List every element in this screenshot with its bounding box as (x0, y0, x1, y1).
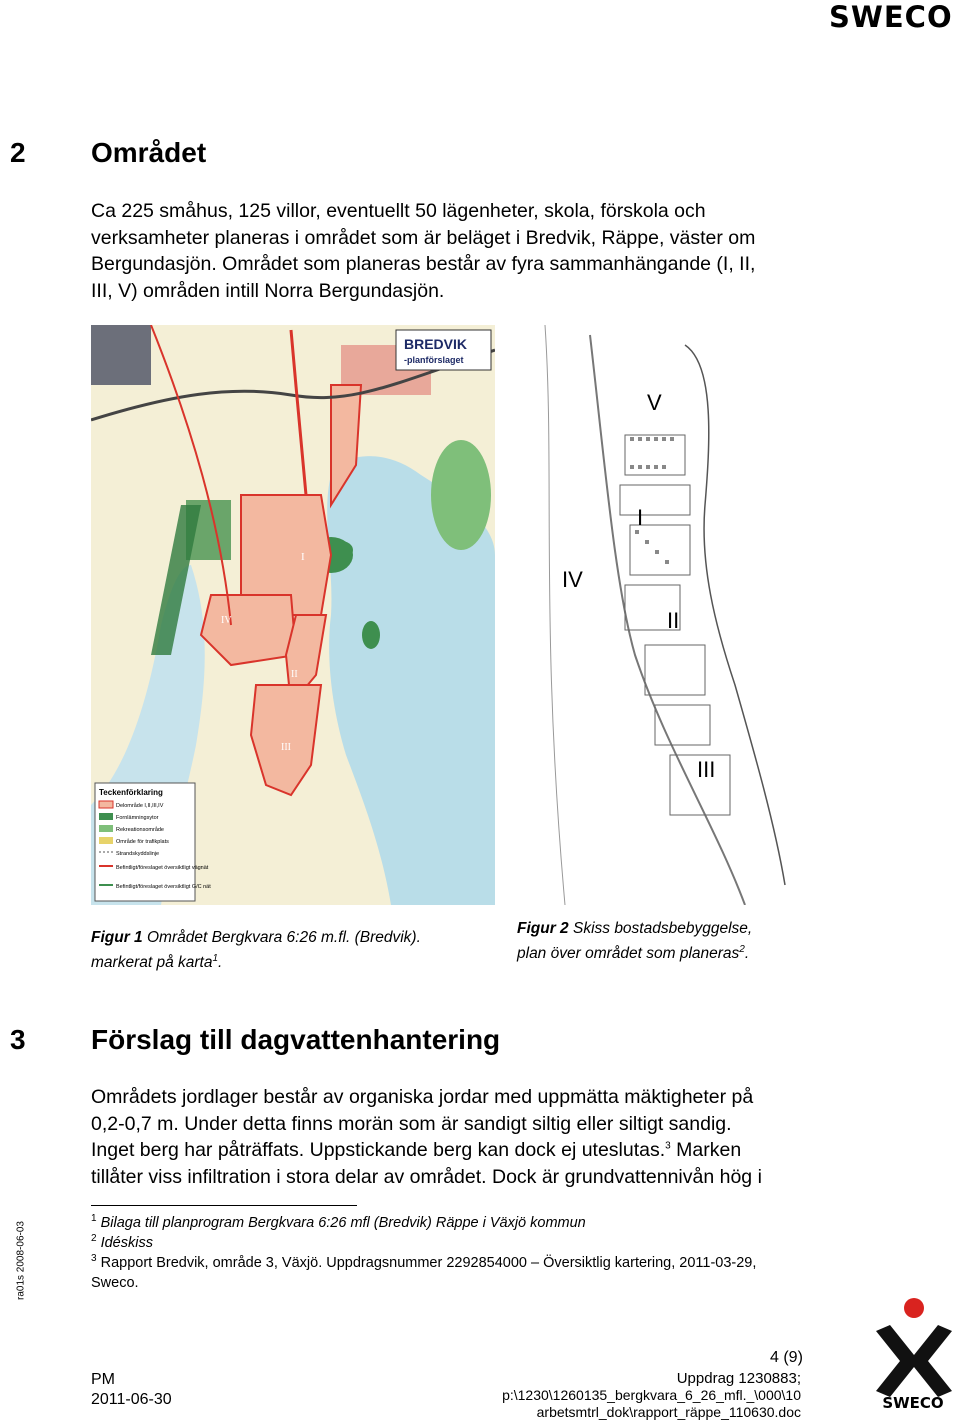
area-label-V: V (647, 390, 662, 415)
template-stamp: ra01s 2008-06-03 (15, 1221, 27, 1300)
figure-2-text: Skiss bostadsbebyggelse, (568, 920, 753, 937)
area-label-III: III (697, 757, 716, 782)
legend-item: Befintligt/föreslaget översiktligt G/C nät (116, 884, 211, 890)
footnote-3-continuation: Sweco. (91, 1275, 139, 1291)
legend-item: Strandskyddslinje (116, 851, 160, 857)
section-title: Området (91, 137, 207, 168)
section-number: 2 (10, 137, 26, 168)
footer-initials: PM (91, 1371, 115, 1388)
assignment-number: Uppdrag 1230883; (676, 1370, 801, 1387)
section-number: 3 (10, 1024, 26, 1055)
paragraph-line: Bergundasjön. Området som planeras består av fyra sammanhängande (I, II, (91, 253, 756, 275)
figure-1-text-line2: markerat på karta (91, 954, 213, 971)
area-label-IV: IV (562, 567, 583, 592)
sweco-logo (868, 1295, 958, 1410)
legend-item: Befintligt/föreslaget översiktligt vägnät (116, 865, 209, 871)
logo-x-mark (876, 1325, 952, 1397)
footnote-3: $^3$ Rapport Bredvik, område 3, Växjö. Uppdragsnummer 2292854000 – Översiktlig kartering, 2011-03-29, (91, 1253, 757, 1271)
figure-2-text-line2: plan över området som planeras (517, 945, 740, 962)
figure-1-text: Området Bergkvara 6:26 m.fl. (Bredvik). (142, 929, 421, 946)
zone-label: I (301, 551, 305, 563)
map-banner-subtitle: -planförslaget (404, 355, 464, 365)
zone-label: III (281, 742, 291, 753)
legend-title: Teckenförklaring (99, 788, 163, 797)
section-title: Förslag till dagvattenhantering (91, 1024, 501, 1055)
footnote-ref[interactable]: 3 (665, 1140, 671, 1152)
footer-date: 2011-06-30 (91, 1391, 172, 1408)
legend-item: Delområde I,II,III,IV (116, 803, 164, 809)
legend-swatch (99, 837, 113, 844)
section-paragraph (91, 198, 851, 304)
figure-1-caption: Figur 1 Området Bergkvara 6:26 m.fl. (Bredvik). markerat på karta$^1$. (91, 929, 421, 971)
plan-map-figure (91, 325, 495, 905)
sketch-plan-figure (535, 325, 800, 905)
area-label-II: II (667, 608, 680, 633)
legend-swatch (99, 825, 113, 832)
logo-dot (904, 1298, 924, 1318)
figure-1-label: Figur 1 (91, 929, 143, 946)
island (362, 621, 380, 649)
map-banner-title: BREDVIK (404, 336, 468, 352)
legend-item: Område för trafikplats (116, 839, 169, 845)
paragraph-line: III, V) områden intill Norra Bergundasjön. (91, 279, 445, 302)
page-number: 4 (9) (770, 1349, 803, 1366)
area-label-I: I (637, 505, 644, 530)
legend-swatch (99, 801, 113, 808)
footnote-ref[interactable]: 1 (212, 952, 219, 964)
legend-item: Rekreationsområde (116, 827, 164, 833)
logo-wordmark: SWECO (882, 1394, 944, 1410)
zone-label: IV (221, 615, 232, 626)
legend-swatch (99, 813, 113, 820)
figure-2-label: Figur 2 (517, 920, 569, 937)
figure-2-caption: Figur 2 Skiss bostadsbebyggelse, plan över området som planeras$^2$. (517, 920, 753, 962)
footnote-2: $^2$ Idéskiss (91, 1233, 153, 1251)
file-path-line2: arbetsmtrl_dok\rapport_räppe_110630.doc (536, 1404, 801, 1420)
forest-patch (329, 541, 353, 559)
paragraph-line: Områdets jordlager består av organiska jordar med uppmätta mäktigheter på (91, 1086, 754, 1108)
paragraph-line: Inget berg har påträffats. Uppstickande berg kan dock ej uteslutas.$^3$ Marken (91, 1139, 742, 1161)
file-path-line1: p:\1230\1260135_bergkvara_6_26_mfl._\000\10 (502, 1387, 801, 1403)
sweco-logo-text: SWECO (829, 0, 953, 34)
legend-item: Fornlämningsytor (116, 815, 159, 821)
paragraph-line: Ca 225 småhus, 125 villor, eventuellt 50 lägenheter, skola, förskola och (91, 200, 706, 222)
footnote-1: $^1$ Bilaga till planprogram Bergkvara 6:26 mfl (Bredvik) Räppe i Växjö kommun (91, 1213, 586, 1231)
paragraph-line: verksamheter planeras i området som är beläget i Bredvik, Räppe, väster om (91, 226, 756, 249)
footer-reference (470, 1370, 801, 1421)
zone-label: II (291, 669, 298, 680)
forest-patch (431, 440, 491, 550)
footnote-separator (91, 1205, 357, 1206)
footnote-ref[interactable]: 2 (739, 943, 745, 955)
section-3-paragraph (91, 1084, 891, 1190)
footnotes (91, 1213, 801, 1293)
paragraph-line: tillåter viss infiltration i stora delar av området. Dock är grundvattennivån hög i (91, 1165, 762, 1188)
industrial-area (91, 325, 151, 385)
paragraph-line: 0,2-0,7 m. Under detta finns morän som är sandigt siltig eller siltigt sandig. (91, 1112, 732, 1135)
